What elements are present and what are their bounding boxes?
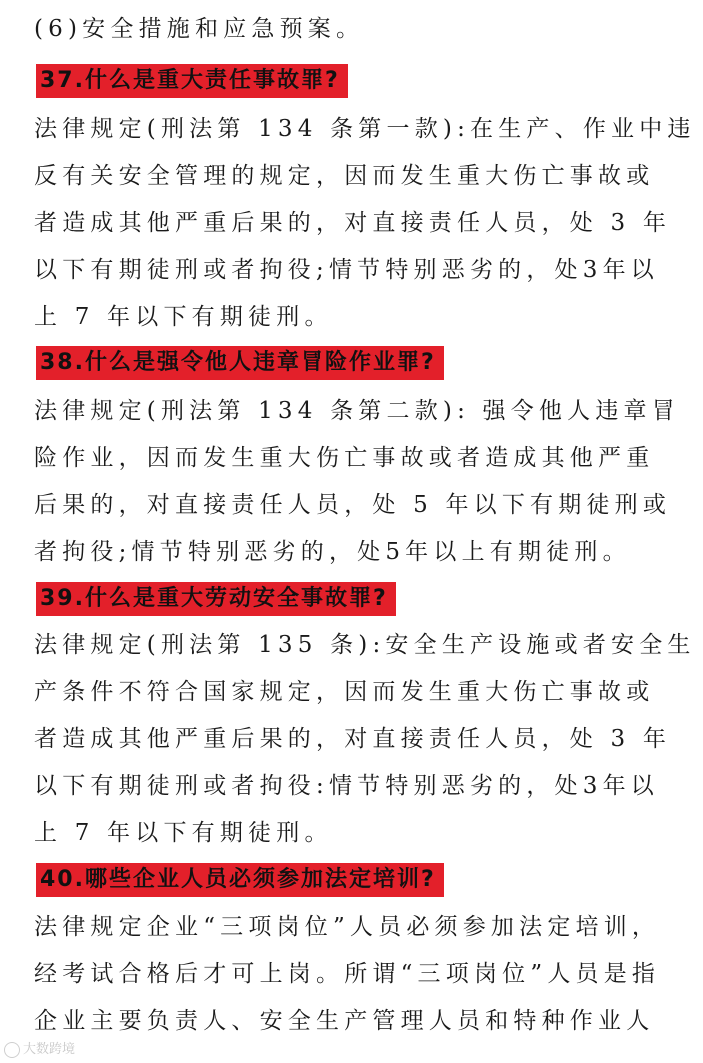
section-39-line-5: 上 7 年以下有期徒刑。 <box>34 820 333 846</box>
section-39-line-2: 产条件不符合国家规定，因而发生重大伤亡事故或 <box>34 679 655 705</box>
section-40-line-3: 企业主要负责人、安全生产管理人员和特种作业人 <box>34 1008 655 1034</box>
section-37-line-4: 以下有期徒刑或者拘役;情节特别恶劣的，处3年以 <box>34 257 659 283</box>
section-37-heading: 37.什么是重大责任事故罪? <box>36 64 348 98</box>
watermark-logo-icon <box>4 1042 20 1058</box>
section-38-line-2: 险作业，因而发生重大伤亡事故或者造成其他严重 <box>34 445 655 471</box>
section-40-line-1: 法律规定企业“三项岗位”人员必须参加法定培训， <box>34 914 661 940</box>
section-40-heading: 40.哪些企业人员必须参加法定培训? <box>36 863 444 897</box>
section-38-heading: 38.什么是强令他人违章冒险作业罪? <box>36 346 444 380</box>
section-38-line-3: 后果的，对直接责任人员，处 5 年以下有期徒刑或 <box>34 492 672 518</box>
section-39-heading: 39.什么是重大劳动安全事故罪? <box>36 582 396 616</box>
section-37-line-3: 者造成其他严重后果的，对直接责任人员，处 3 年 <box>34 210 672 236</box>
section-37-line-5: 上 7 年以下有期徒刑。 <box>34 304 333 330</box>
watermark <box>4 1038 75 1058</box>
section-37-line-1: 法律规定(刑法第 134 条第一款):在生产、作业中违 <box>34 116 696 142</box>
section-38-line-4: 者拘役;情节特别恶劣的，处5年以上有期徒刑。 <box>34 539 631 565</box>
section-37-line-2: 反有关安全管理的规定，因而发生重大伤亡事故或 <box>34 163 655 189</box>
section-39-line-4: 以下有期徒刑或者拘役:情节特别恶劣的，处3年以 <box>34 773 659 799</box>
watermark-text: 大数跨境 <box>23 1042 76 1057</box>
section-40-line-2: 经考试合格后才可上岗。所谓“三项岗位”人员是指 <box>34 961 661 987</box>
intro-line: (6)安全措施和应急预案。 <box>34 16 365 42</box>
section-39-line-1: 法律规定(刑法第 135 条):安全生产设施或者安全生 <box>34 632 696 658</box>
section-39-line-3: 者造成其他严重后果的，对直接责任人员，处 3 年 <box>34 726 672 752</box>
section-38-line-1: 法律规定(刑法第 134 条第二款): 强令他人违章冒 <box>34 398 680 424</box>
